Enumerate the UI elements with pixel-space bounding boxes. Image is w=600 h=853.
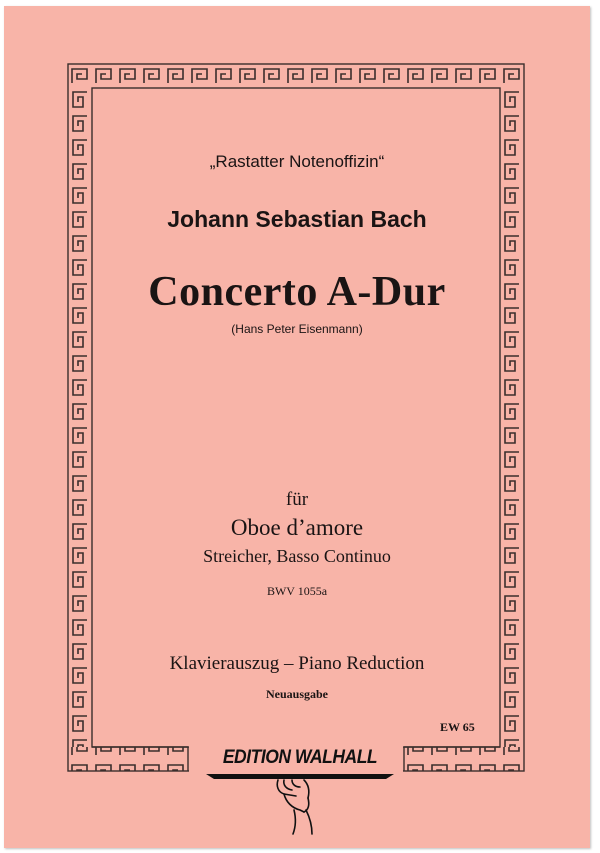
solo-instrument: Oboe d’amore <box>230 515 364 540</box>
series-title: „Rastatter Notenoffizin“ <box>209 152 385 171</box>
scoring: Streicher, Basso Continuo <box>203 546 391 566</box>
for-label: für <box>285 489 309 510</box>
cover-page <box>4 6 590 848</box>
catalog-number: BWV 1055a <box>266 584 328 598</box>
edition-type: Klavierauszug – Piano Reduction <box>169 653 425 674</box>
greek-key-border <box>4 6 590 848</box>
editor-credit: (Hans Peter Eisenmann) <box>231 322 363 336</box>
edition-code: EW 65 <box>440 720 475 734</box>
work-title: Concerto A-Dur <box>148 269 446 315</box>
publisher-name: EDITION WALHALL <box>222 747 378 768</box>
edition-note: Neuausgabe <box>265 687 328 701</box>
composer-name: Johann Sebastian Bach <box>167 206 427 232</box>
